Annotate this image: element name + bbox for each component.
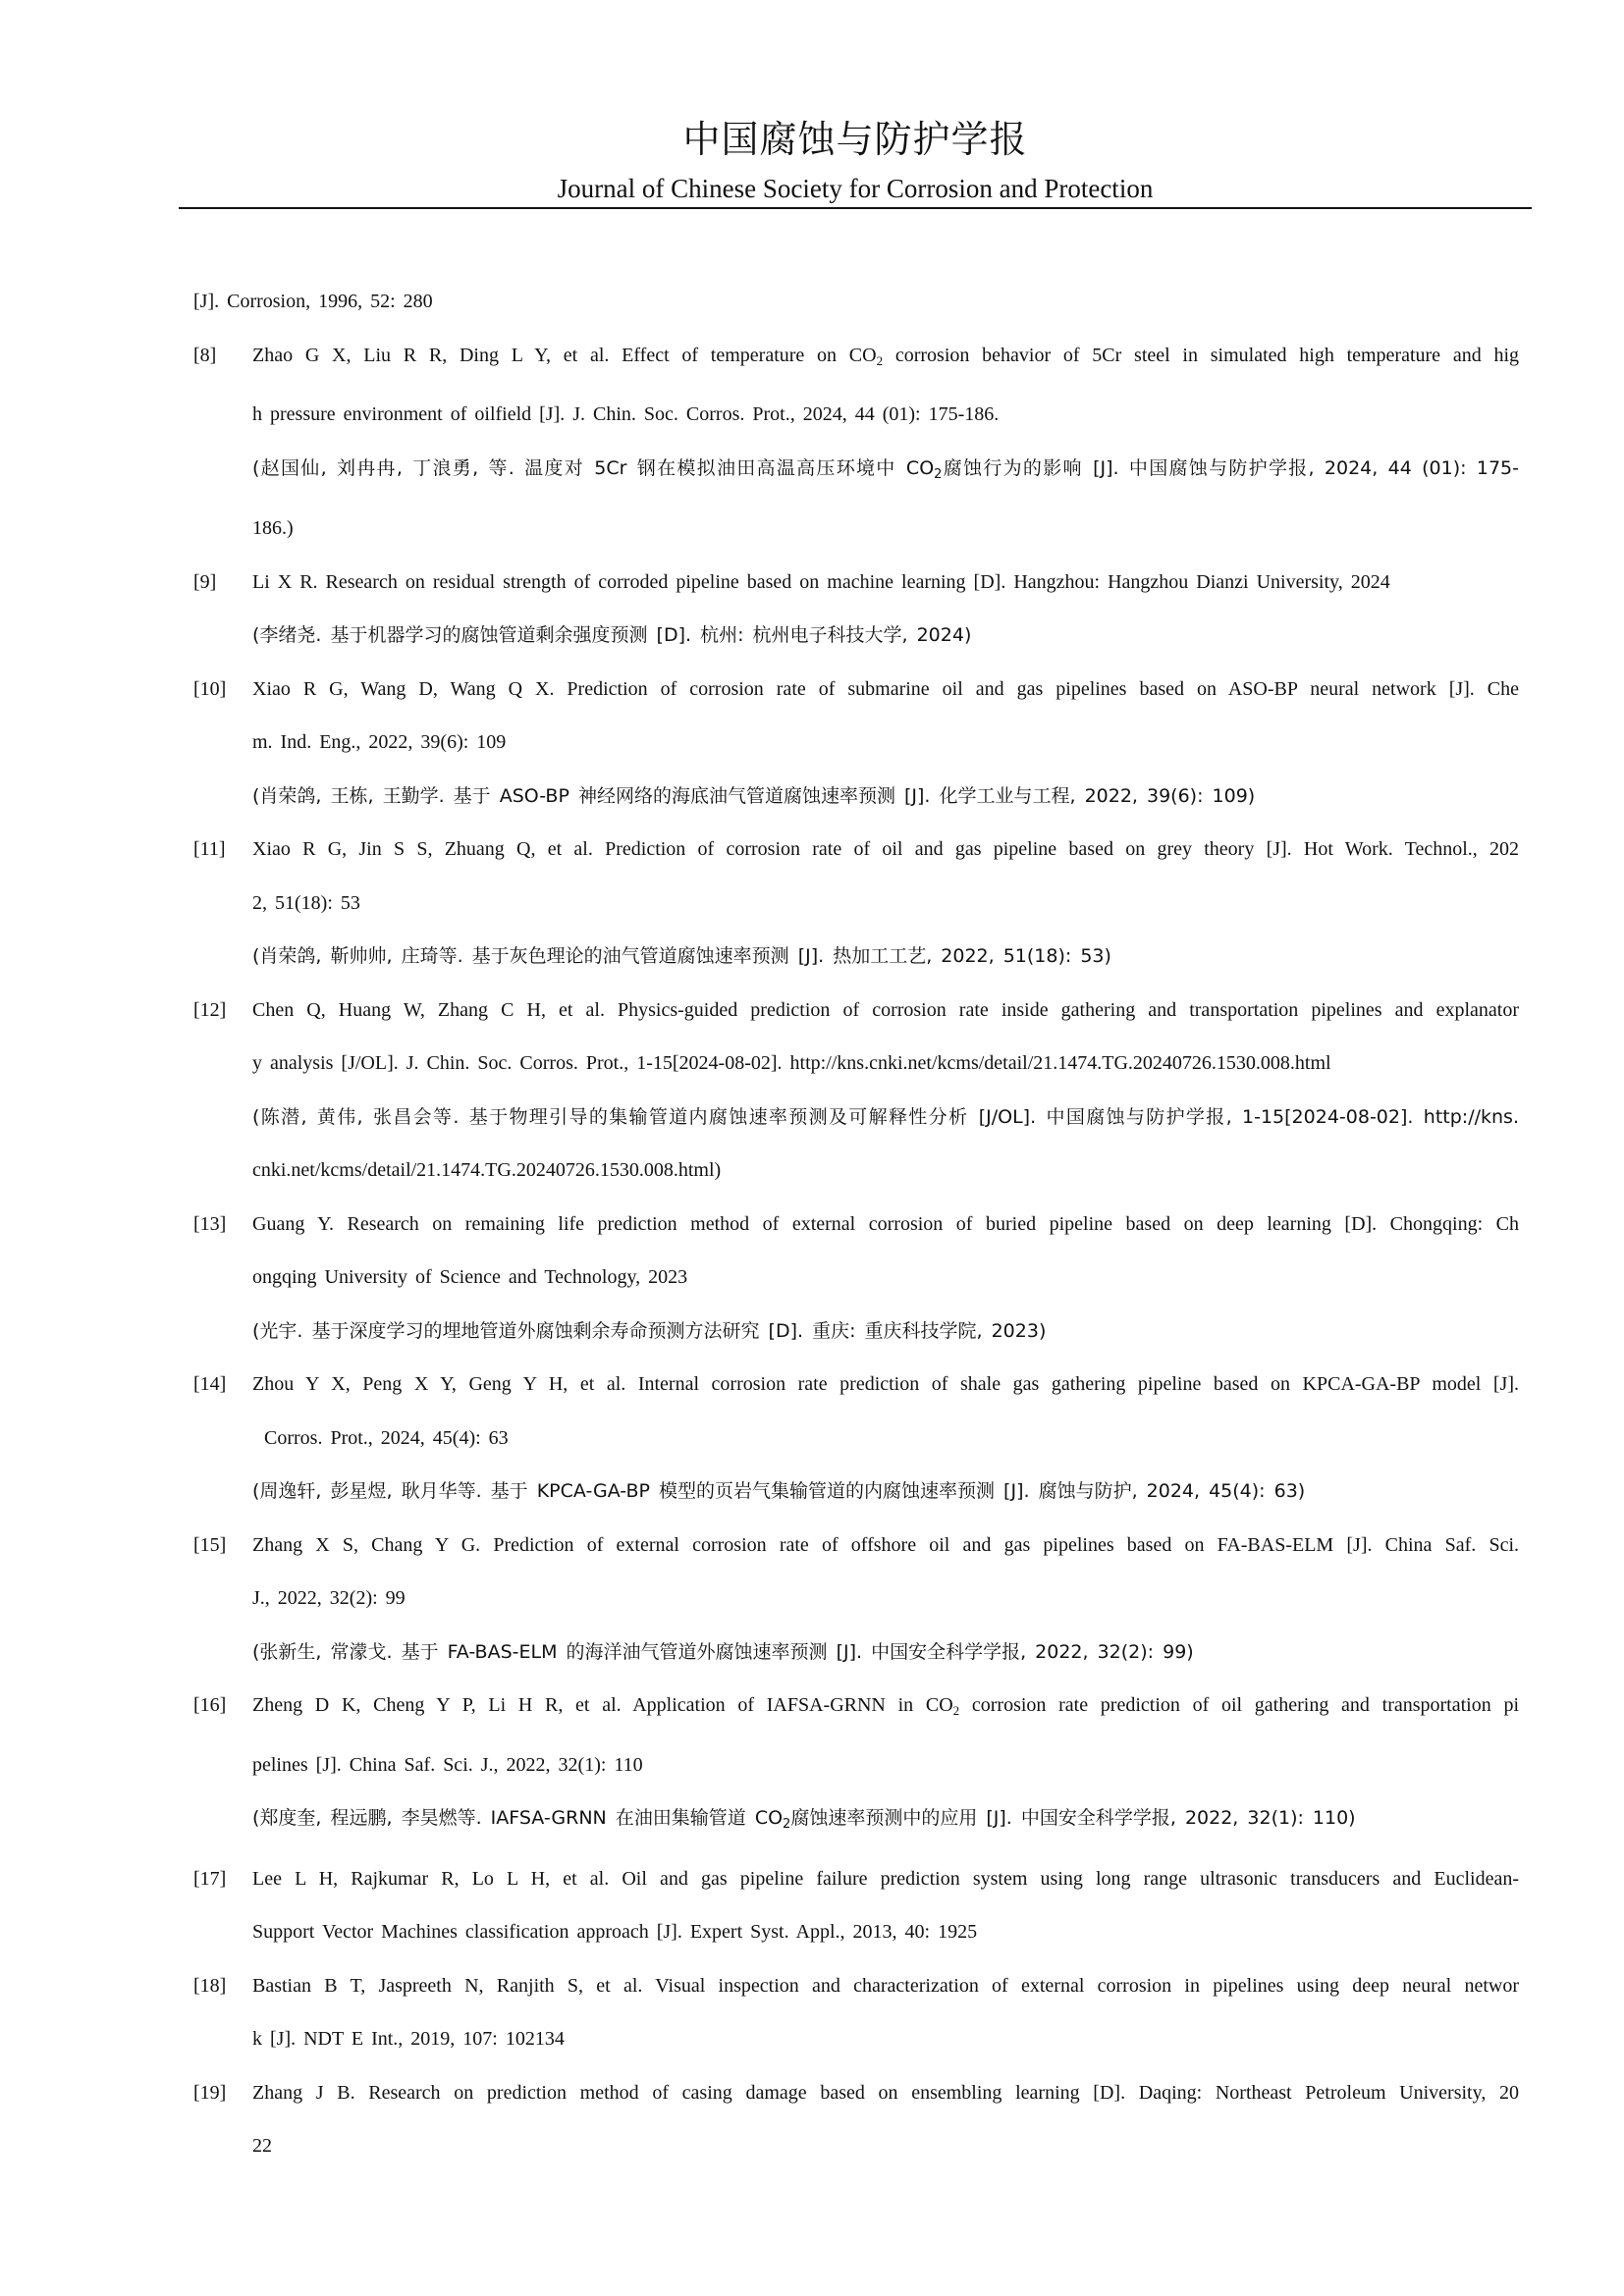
reference-number: [8]	[193, 344, 217, 366]
reference-14: [14] Zhou Y X, Peng X Y, Geng Y H, et al. Internal corrosion rate prediction of shale gas gathering pipeline based on KPCA-GA-BP model [J]. Corros. Prot., 2024, 45(4): 63 (周逸轩, 彭星煜, 耿月华等. 基于 KPCA-GA-BP 模型的页岩气集输管道的内腐蚀速率预测 [J]. 腐蚀与防护, 2024, 45(4): 63)	[193, 1358, 1519, 1519]
reference-number: [15]	[193, 1533, 227, 1556]
reference-19: [19] Zhang J B. Research on prediction method of casing damage based on ensembling learning [D]. Daqing: Northeast Petroleum University, 20 22	[193, 2066, 1519, 2173]
reference-number: [16]	[193, 1694, 227, 1716]
reference-number: [12]	[193, 998, 227, 1021]
reference-number: [10]	[193, 677, 227, 700]
reference-8: [8] Zhao G X, Liu R R, Ding L Y, et al. Effect of temperature on $CO_2$ corrosion behavior of 5Cr steel in simulated high temperature and hig h pressure environment of oilfield [J]. J. Chin. Soc. Corros. Prot., 2024, 44 (01): 175-186. (赵国仙, 刘冉冉, 丁浪勇, 等. 温度对 5Cr 钢在模拟油田高温高压环境中 $CO_2$腐蚀行为的影响 [J]. 中国腐蚀与防护学报, 2024, 44 (01): 175- 186.)	[193, 329, 1519, 556]
reference-continuation: [J]. Corrosion, 1996, 52: 280	[193, 291, 433, 312]
reference-12: [12] Chen Q, Huang W, Zhang C H, et al. Physics-guided prediction of corrosion rate inside gathering and transportation pipelines and explanator y analysis [J/OL]. J. Chin. Soc. Corros. Prot., 1-15[2024-08-02]. http://kns.cnki.net/kcms/detail/21.1474.TG.20240726.1530.008.html (陈潜, 黄伟, 张昌会等. 基于物理引导的集输管道内腐蚀速率预测及可解释性分析 [J/OL]. 中国腐蚀与防护学报, 1-15[2024-08-02]. http://kns. cnki.net/kcms/detail/21.1474.TG.20240726.1530.008.html)	[193, 984, 1519, 1198]
reference-10: [10] Xiao R G, Wang D, Wang Q X. Prediction of corrosion rate of submarine oil and gas pipelines based on ASO-BP neural network [J]. Che m. Ind. Eng., 2022, 39(6): 109 (肖荣鸽, 王栋, 王勤学. 基于 ASO-BP 神经网络的海底油气管道腐蚀速率预测 [J]. 化学工业与工程, 2022, 39(6): 109)	[193, 663, 1519, 824]
reference-9: [9] Li X R. Research on residual strength of corroded pipeline based on machine learning [D]. Hangzhou: Hangzhou Dianzi University, 2024 (李绪尧. 基于机器学习的腐蚀管道剩余强度预测 [D]. 杭州: 杭州电子科技大学, 2024)	[193, 556, 1519, 663]
journal-header	[179, 116, 1532, 206]
reference-number: [13]	[193, 1212, 227, 1235]
reference-17: [17] Lee L H, Rajkumar R, Lo L H, et al. Oil and gas pipeline failure prediction system using long range ultrasonic transducers and Euclidean- Support Vector Machines classification approach [J]. Expert Syst. Appl., 2013, 40: 1925	[193, 1852, 1519, 1959]
reference-list	[193, 275, 1519, 2173]
journal-title-en: Journal of Chinese Society for Corrosion and Protection	[557, 174, 1154, 203]
reference-number: [9]	[193, 570, 217, 593]
reference-number: [17]	[193, 1867, 227, 1890]
reference-15: [15] Zhang X S, Chang Y G. Prediction of external corrosion rate of offshore oil and gas pipelines based on FA-BAS-ELM [J]. China Saf. Sci. J., 2022, 32(2): 99 (张新生, 常濛戈. 基于 FA-BAS-ELM 的海洋油气管道外腐蚀速率预测 [J]. 中国安全科学学报, 2022, 32(2): 99)	[193, 1519, 1519, 1680]
reference-number: [11]	[193, 838, 226, 860]
reference-13: [13] Guang Y. Research on remaining life prediction method of external corrosion of buried pipeline based on deep learning [D]. Chongqing: Ch ongqing University of Science and Technology, 2023 (光宇. 基于深度学习的埋地管道外腐蚀剩余寿命预测方法研究 [D]. 重庆: 重庆科技学院, 2023)	[193, 1198, 1519, 1359]
journal-title-cn: 中国腐蚀与防护学报	[682, 120, 1028, 161]
reference-number: [14]	[193, 1373, 227, 1395]
reference-number: [18]	[193, 1974, 227, 1997]
reference-18: [18] Bastian B T, Jaspreeth N, Ranjith S, et al. Visual inspection and characterization of external corrosion in pipelines using deep neural networ k [J]. NDT E Int., 2019, 107: 102134	[193, 1959, 1519, 2066]
reference-number: [19]	[193, 2081, 227, 2104]
reference-11: [11] Xiao R G, Jin S S, Zhuang Q, et al. Prediction of corrosion rate of oil and gas pipeline based on grey theory [J]. Hot Work. Technol., 202 2, 51(18): 53 (肖荣鸽, 靳帅帅, 庄琦等. 基于灰色理论的油气管道腐蚀速率预测 [J]. 热加工工艺, 2022, 51(18): 53)	[193, 823, 1519, 984]
header-rule	[179, 207, 1532, 209]
reference-16: [16] Zheng D K, Cheng Y P, Li H R, et al. Application of IAFSA-GRNN in $CO_2$ corrosion rate prediction of oil gathering and transportation pi pelines [J]. China Saf. Sci. J., 2022, 32(1): 110 (郑度奎, 程远鹏, 李昊燃等. IAFSA-GRNN 在油田集输管道 $CO_2$腐蚀速率预测中的应用 [J]. 中国安全科学学报, 2022, 32(1): 110)	[193, 1679, 1519, 1852]
